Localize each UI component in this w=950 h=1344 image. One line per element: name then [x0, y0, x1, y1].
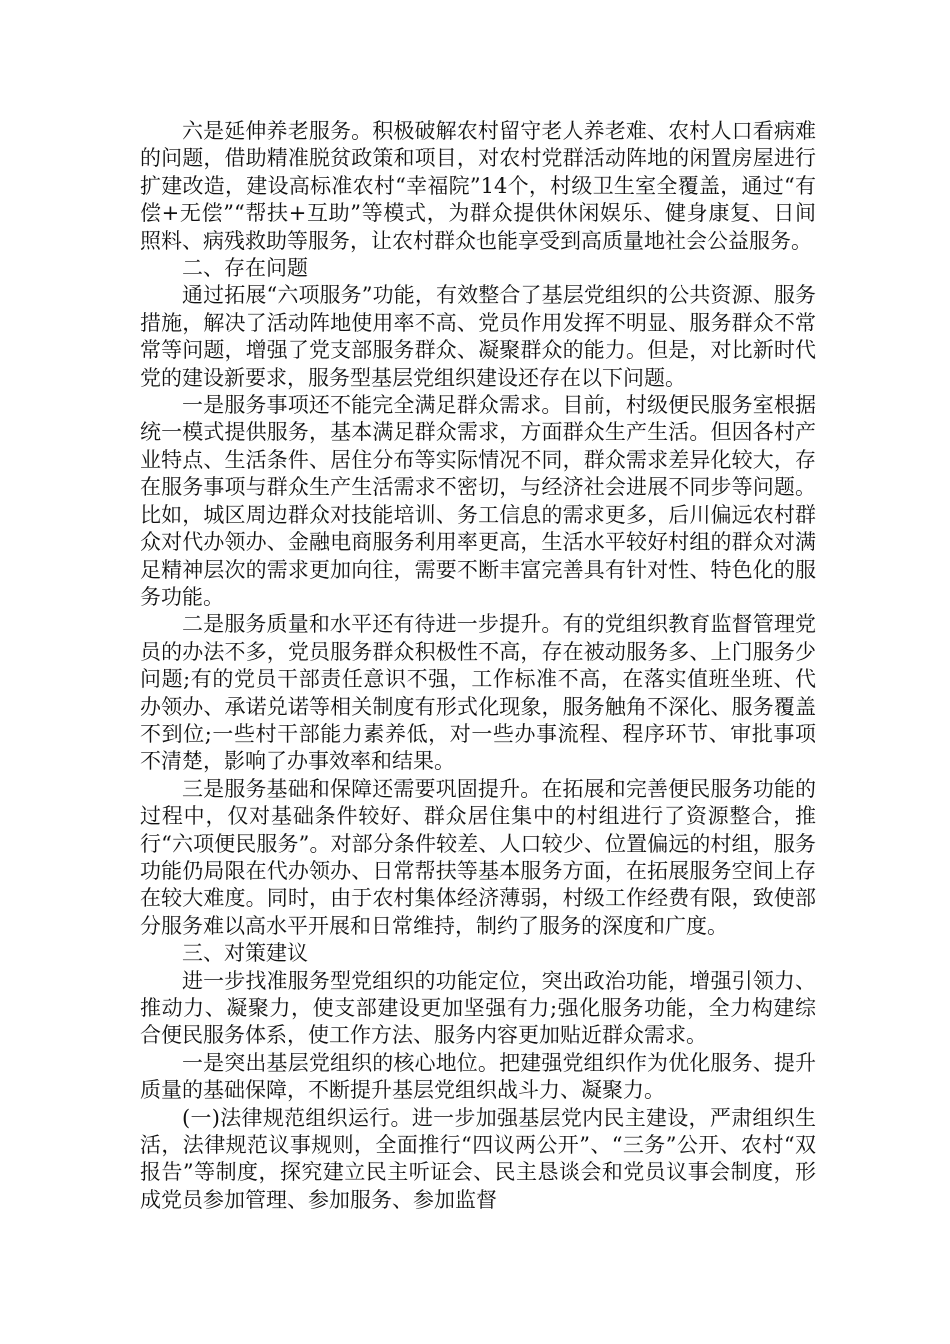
paragraph-problems-intro: 通过拓展“六项服务”功能，有效整合了基层党组织的公共资源、服务措施，解决了活动阵地使用率不高、党员作用发挥不明显、服务群众不常常等问题，增强了党支部服务群众、凝聚群众的能力。但是，对比新时代党的建设新要求，服务型基层党组织建设还存在以下问题。	[140, 283, 816, 390]
paragraph-suggestions-intro: 进一步找准服务型党组织的功能定位，突出政治功能，增强引领力、推动力、凝聚力，使支部建设更加坚强有力;强化服务功能，全力构建综合便民服务体系，使工作方法、服务内容更加贴近群众需求。	[140, 968, 816, 1048]
section-heading-suggestions: 三、对策建议	[182, 941, 308, 966]
paragraph-elderly-service: 六是延伸养老服务。积极破解农村留守老人养老难、农村人口看病难的问题，借助精准脱贫政策和项目，对农村党群活动阵地的闲置房屋进行扩建改造，建设高标准农村“幸福院”14个，村级卫生室全覆盖，通过“有偿+无偿”“帮扶+互助”等模式，为群众提供休闲娱乐、健身康复、日间照料、病残救助等服务，让农村群众也能享受到高质量地社会公益服务。	[140, 119, 816, 253]
section-heading-problems: 二、存在问题	[182, 256, 308, 281]
document-body	[140, 118, 816, 1214]
paragraph-suggestion-one-a: (一)法律规范组织运行。进一步加强基层党内民主建设，严肃组织生活，法律规范议事规则，全面推行“四议两公开”、“三务”公开、农村“双报告”等制度，探究建立民主听证会、民主恳谈会和党员议事会制度，形成党员参加管理、参加服务、参加监督	[140, 1105, 816, 1212]
paragraph-suggestion-one: 一是突出基层党组织的核心地位。把建强党组织作为优化服务、提升质量的基础保障，不断提升基层党组织战斗力、凝聚力。	[140, 1050, 816, 1103]
paragraph-problem-three: 三是服务基础和保障还需要巩固提升。在拓展和完善便民服务功能的过程中，仅对基础条件较好、群众居住集中的村组进行了资源整合，推行“六项便民服务”。对部分条件较差、人口较少、位置偏远的村组，服务功能仍局限在代办领办、日常帮扶等基本服务方面，在拓展服务空间上存在较大难度。同时，由于农村集体经济薄弱，村级工作经费有限，致使部分服务难以高水平开展和日常维持，制约了服务的深度和广度。	[140, 776, 816, 938]
paragraph-problem-two: 二是服务质量和水平还有待进一步提升。有的党组织教育监督管理党员的办法不多，党员服务群众积极性不高，存在被动服务多、上门服务少问题;有的党员干部责任意识不强，工作标准不高，在落实值班坐班、代办领办、承诺兑诺等相关制度有形式化现象，服务触角不深化、服务覆盖不到位;一些村干部能力素养低，对一些办事流程、程序环节、审批事项不清楚，影响了办事效率和结果。	[140, 612, 816, 774]
paragraph-problem-one: 一是服务事项还不能完全满足群众需求。目前，村级便民服务室根据统一模式提供服务，基本满足群众需求，方面群众生产生活。但因各村产业特点、生活条件、居住分布等实际情况不同，群众需求差异化较大，存在服务事项与群众生产生活需求不密切，与经济社会进展不同步等问题。比如，城区周边群众对技能培训、务工信息的需求更多，后川偏远农村群众对代办领办、金融电商服务利用率更高，生活水平较好村组的群众对满足精神层次的需求更加向往，需要不断丰富完善具有针对性、特色化的服务功能。	[140, 393, 816, 609]
